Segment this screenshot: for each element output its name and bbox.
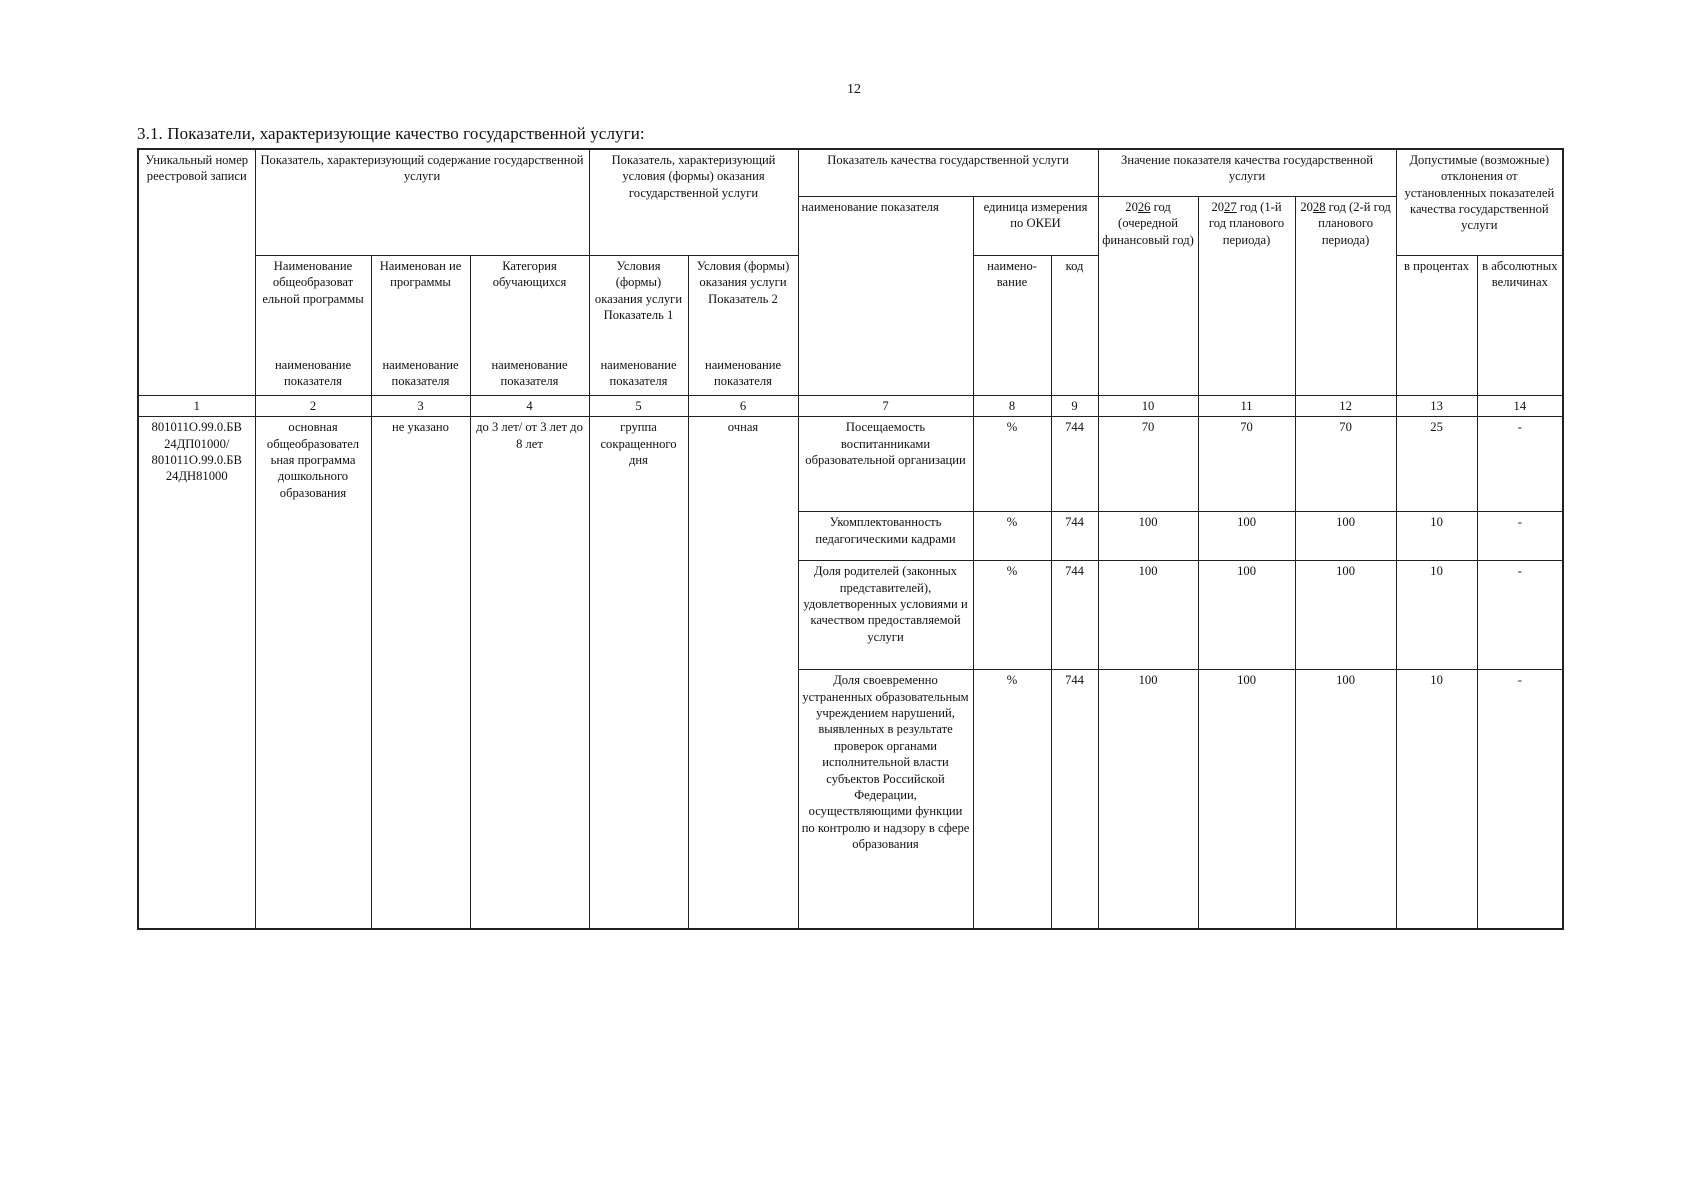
header-year-1: 2026 год (очередной финансовый год) — [1098, 197, 1198, 396]
indicator-year-3: 100 — [1295, 512, 1396, 561]
header-deviation-absolute: в абсолютных величинах — [1477, 256, 1563, 396]
header-indicator-name-6: наименование показателя — [688, 355, 798, 396]
column-number-row — [138, 396, 1563, 417]
section-title: 3.1. Показатели, характеризующие качество государственной услуги: — [137, 124, 645, 143]
header-unique-number: Уникальный номер реестровой записи — [138, 149, 255, 396]
header-unit-name: наимено-вание — [973, 256, 1051, 396]
header-indicator-name-2: наименование показателя — [255, 355, 371, 396]
header-sub-category: Категория обучающихся — [470, 256, 589, 356]
indicator-deviation-absolute: - — [1477, 561, 1563, 670]
indicator-year-2: 100 — [1198, 561, 1295, 670]
header-deviation-percent: в процентах — [1396, 256, 1477, 396]
column-number: 3 — [371, 396, 470, 417]
column-number: 8 — [973, 396, 1051, 417]
indicator-deviation-percent: 10 — [1396, 670, 1477, 930]
indicator-deviation-absolute: - — [1477, 670, 1563, 930]
column-number: 10 — [1098, 396, 1198, 417]
column-number: 12 — [1295, 396, 1396, 417]
page-number: 12 — [847, 82, 861, 97]
indicator-year-1: 100 — [1098, 512, 1198, 561]
quality-indicators-table — [137, 148, 1564, 930]
indicator-year-3: 70 — [1295, 417, 1396, 512]
column-number: 1 — [138, 396, 255, 417]
column-number: 11 — [1198, 396, 1295, 417]
header-value-group: Значение показателя качества государственной услуги — [1098, 149, 1396, 197]
indicator-name: Доля родителей (законных представителей), удовлетворенных условиями и качеством предоставляемой услуги — [798, 561, 973, 670]
indicator-deviation-absolute: - — [1477, 512, 1563, 561]
indicator-code: 744 — [1051, 561, 1098, 670]
record-condition-1: группа сокращенного дня — [589, 417, 688, 930]
header-year-3: 2028 год (2-й год планового периода) — [1295, 197, 1396, 396]
header-year-2: 2027 год (1-й год планового периода) — [1198, 197, 1295, 396]
column-number: 2 — [255, 396, 371, 417]
header-sub-program-name: Наименование общеобразоват ельной программы — [255, 256, 371, 356]
column-number: 6 — [688, 396, 798, 417]
header-indicator-name-3: наименование показателя — [371, 355, 470, 396]
indicator-code: 744 — [1051, 512, 1098, 561]
header-indicator-name-5: наименование показателя — [589, 355, 688, 396]
indicator-year-1: 100 — [1098, 561, 1198, 670]
header-unit-code: код — [1051, 256, 1098, 396]
indicator-year-1: 100 — [1098, 670, 1198, 930]
indicator-name: Посещаемость воспитанниками образовательной организации — [798, 417, 973, 512]
header-sub-program: Наименован ие программы — [371, 256, 470, 356]
record-unique-number: 801011О.99.0.БВ 24ДП01000/ 801011О.99.0.БВ 24ДН81000 — [138, 417, 255, 930]
header-sub-condition-1: Условия (формы) оказания услуги Показатель 1 — [589, 256, 688, 356]
column-number: 9 — [1051, 396, 1098, 417]
indicator-unit: % — [973, 670, 1051, 930]
indicator-year-3: 100 — [1295, 670, 1396, 930]
record-condition-2: очная — [688, 417, 798, 930]
column-number: 14 — [1477, 396, 1563, 417]
record-category: до 3 лет/ от 3 лет до 8 лет — [470, 417, 589, 930]
table-row — [138, 417, 1563, 512]
indicator-year-2: 100 — [1198, 512, 1295, 561]
column-number: 5 — [589, 396, 688, 417]
indicator-year-3: 100 — [1295, 561, 1396, 670]
indicator-code: 744 — [1051, 417, 1098, 512]
indicator-unit: % — [973, 417, 1051, 512]
indicator-code: 744 — [1051, 670, 1098, 930]
record-program-name: основная общеобразовател ьная программа дошкольного образования — [255, 417, 371, 930]
header-quality-name: наименование показателя — [798, 197, 973, 396]
indicator-deviation-percent: 10 — [1396, 512, 1477, 561]
column-number: 7 — [798, 396, 973, 417]
indicator-deviation-percent: 25 — [1396, 417, 1477, 512]
column-number: 13 — [1396, 396, 1477, 417]
column-number: 4 — [470, 396, 589, 417]
indicator-name: Укомплектованность педагогическими кадрами — [798, 512, 973, 561]
indicator-deviation-absolute: - — [1477, 417, 1563, 512]
header-indicator-name-4: наименование показателя — [470, 355, 589, 396]
indicator-deviation-percent: 10 — [1396, 561, 1477, 670]
header-sub-condition-2: Условия (формы) оказания услуги Показатель 2 — [688, 256, 798, 356]
header-deviation-group: Допустимые (возможные) отклонения от установленных показателей качества государственной услуги — [1396, 149, 1563, 256]
indicator-year-2: 70 — [1198, 417, 1295, 512]
header-unit-okei: единица измерения по ОКЕИ — [973, 197, 1098, 256]
indicator-unit: % — [973, 561, 1051, 670]
indicator-year-1: 70 — [1098, 417, 1198, 512]
record-program: не указано — [371, 417, 470, 930]
indicator-unit: % — [973, 512, 1051, 561]
header-conditions-group: Показатель, характеризующий условия (формы) оказания государственной услуги — [589, 149, 798, 256]
indicator-year-2: 100 — [1198, 670, 1295, 930]
indicator-name: Доля своевременно устраненных образовательным учреждением нарушений, выявленных в результате проверок органами исполнительной власти субъектов Российской Федерации, осуществляющими функции по контролю и надзору в сфере образования — [798, 670, 973, 930]
header-quality-group: Показатель качества государственной услуги — [798, 149, 1098, 197]
header-content-group: Показатель, характеризующий содержание государственной услуги — [255, 149, 589, 256]
